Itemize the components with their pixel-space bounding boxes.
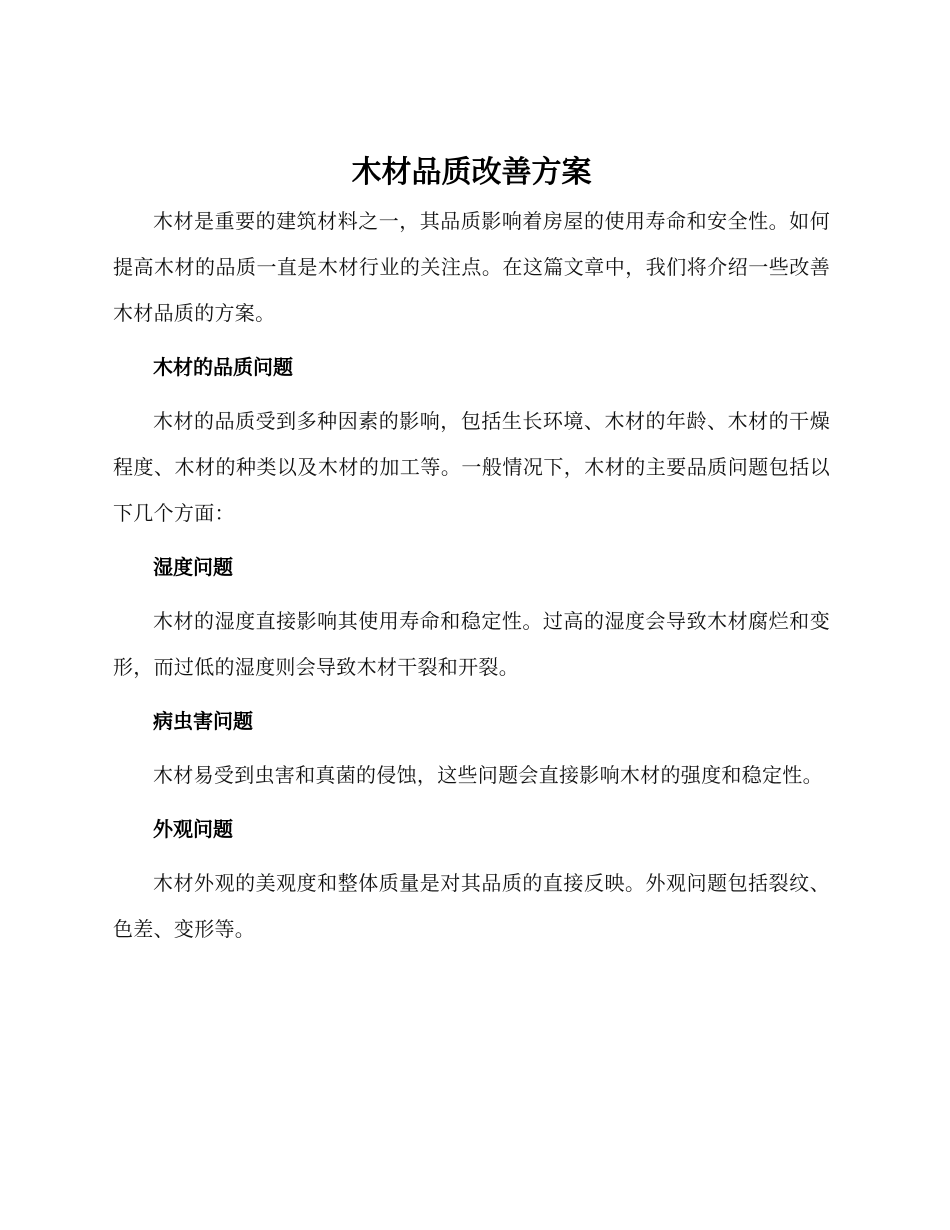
spacer	[113, 690, 830, 698]
section-paragraph-quality-issues: 木材的品质受到多种因素的影响，包括生长环境、木材的年龄、木材的干燥程度、木材的种类以及木材的加工等。一般情况下，木材的主要品质问题包括以下几个方面：	[113, 409, 830, 525]
spacer	[113, 536, 830, 544]
intro-paragraph: 木材是重要的建筑材料之一，其品质影响着房屋的使用寿命和安全性。如何提高木材的品质一直是木材行业的关注点。在这篇文章中，我们将介绍一些改善木材品质的方案。	[113, 209, 830, 325]
document-title: 木材品质改善方案	[351, 155, 592, 190]
section-heading-quality-issues: 木材的品质问题	[153, 355, 293, 379]
spacer	[113, 744, 830, 752]
section-paragraph-appearance: 木材外观的美观度和整体质量是对其品质的直接反映。外观问题包括裂纹、色差、变形等。	[113, 871, 830, 941]
section-heading-pests: 病虫害问题	[153, 709, 253, 733]
spacer	[113, 798, 830, 806]
section-paragraph-pests: 木材易受到虫害和真菌的侵蚀，这些问题会直接影响木材的强度和稳定性。	[153, 763, 823, 787]
section-heading-appearance: 外观问题	[153, 817, 233, 841]
spacer	[113, 590, 830, 598]
spacer	[113, 390, 830, 398]
section-paragraph-humidity: 木材的湿度直接影响其使用寿命和稳定性。过高的湿度会导致木材腐烂和变形，而过低的湿度则会导致木材干裂和开裂。	[113, 609, 830, 679]
section-heading-humidity: 湿度问题	[153, 555, 233, 579]
spacer	[113, 336, 830, 344]
spacer	[113, 852, 830, 860]
document-body	[113, 148, 830, 952]
